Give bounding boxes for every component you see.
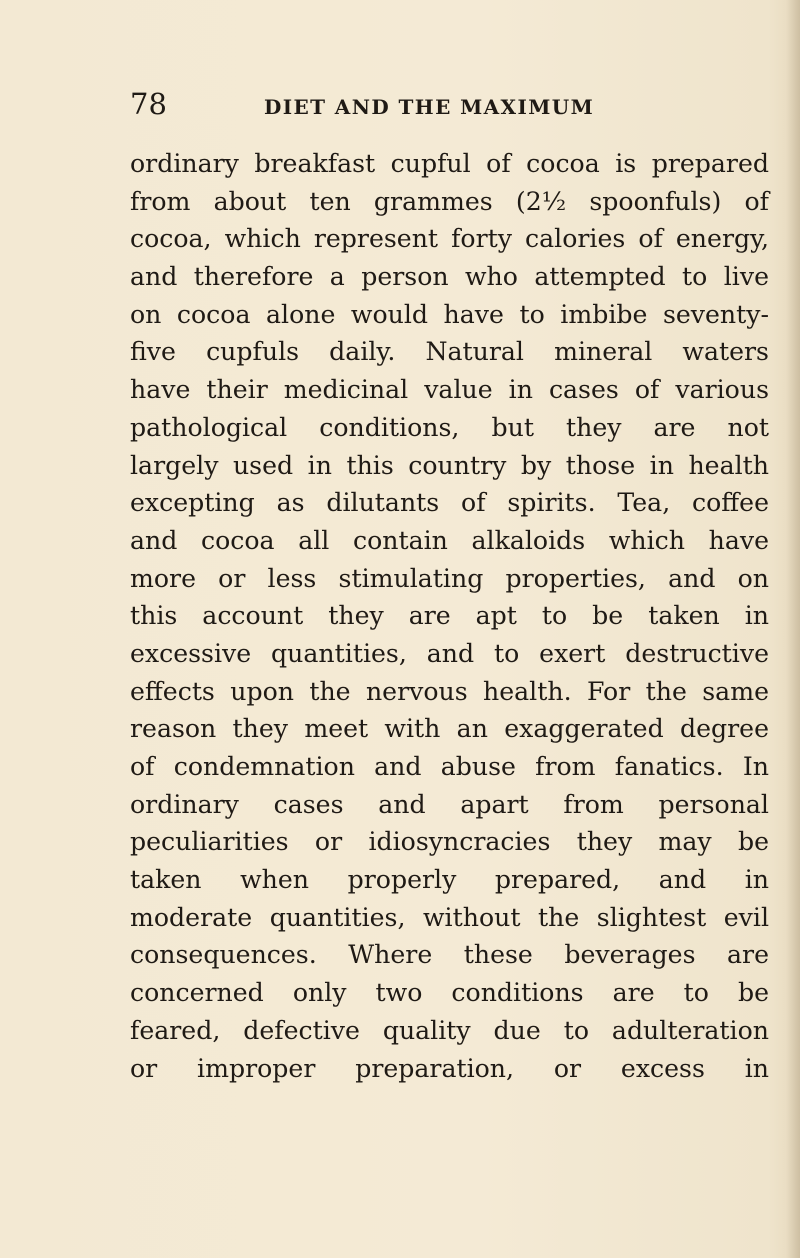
text-line: largely used in this country by those in health [130,450,769,480]
text-line: excessive quantities, and to exert destructive [130,638,769,668]
text-line: have their medicinal value in cases of various [130,375,769,405]
text-line: cocoa, which represent forty calories of energy, [130,224,769,254]
text-line: more or less stimulating properties, and on [130,563,769,593]
text-line: this account they are apt to be taken in [130,601,769,631]
text-line: or improper preparation, or excess in [130,1053,769,1083]
text-line: consequences. Where these beverages are [130,940,769,970]
text-line: peculiarities or idiosyncracies they may be [130,827,769,857]
page-header [130,86,770,126]
text-line: five cupfuls daily. Natural mineral waters [130,337,769,367]
text-line: ordinary breakfast cupful of cocoa is prepared [130,149,769,178]
text-line: concerned only two conditions are to be [130,978,769,1008]
body-paragraph [130,145,769,1087]
text-line: on cocoa alone would have to imbibe seventy- [130,299,769,329]
text-line: feared, defective quality due to adulteration [130,1015,769,1045]
text-line: and therefore a person who attempted to live [130,262,769,292]
text-line: from about ten grammes (2½ spoonfuls) of [130,186,769,216]
text-line: excepting as dilutants of spirits. Tea, coffee [130,488,769,518]
text-line: moderate quantities, without the slightest evil [130,902,769,932]
text-line: taken when properly prepared, and in [130,865,769,895]
text-line: of condemnation and abuse from fanatics. In [130,752,769,781]
running-head: DIET AND THE MAXIMUM [264,95,595,119]
text-line: ordinary cases and apart from personal [130,789,769,819]
text-line: reason they meet with an exaggerated degree [130,714,769,744]
text-line: effects upon the nervous health. For the same [130,676,769,706]
text-line: pathological conditions, but they are not [130,412,769,442]
text-line: and cocoa all contain alkaloids which have [130,525,769,555]
page-edge-shadow [786,0,800,1258]
page-number: 78 [130,87,167,121]
